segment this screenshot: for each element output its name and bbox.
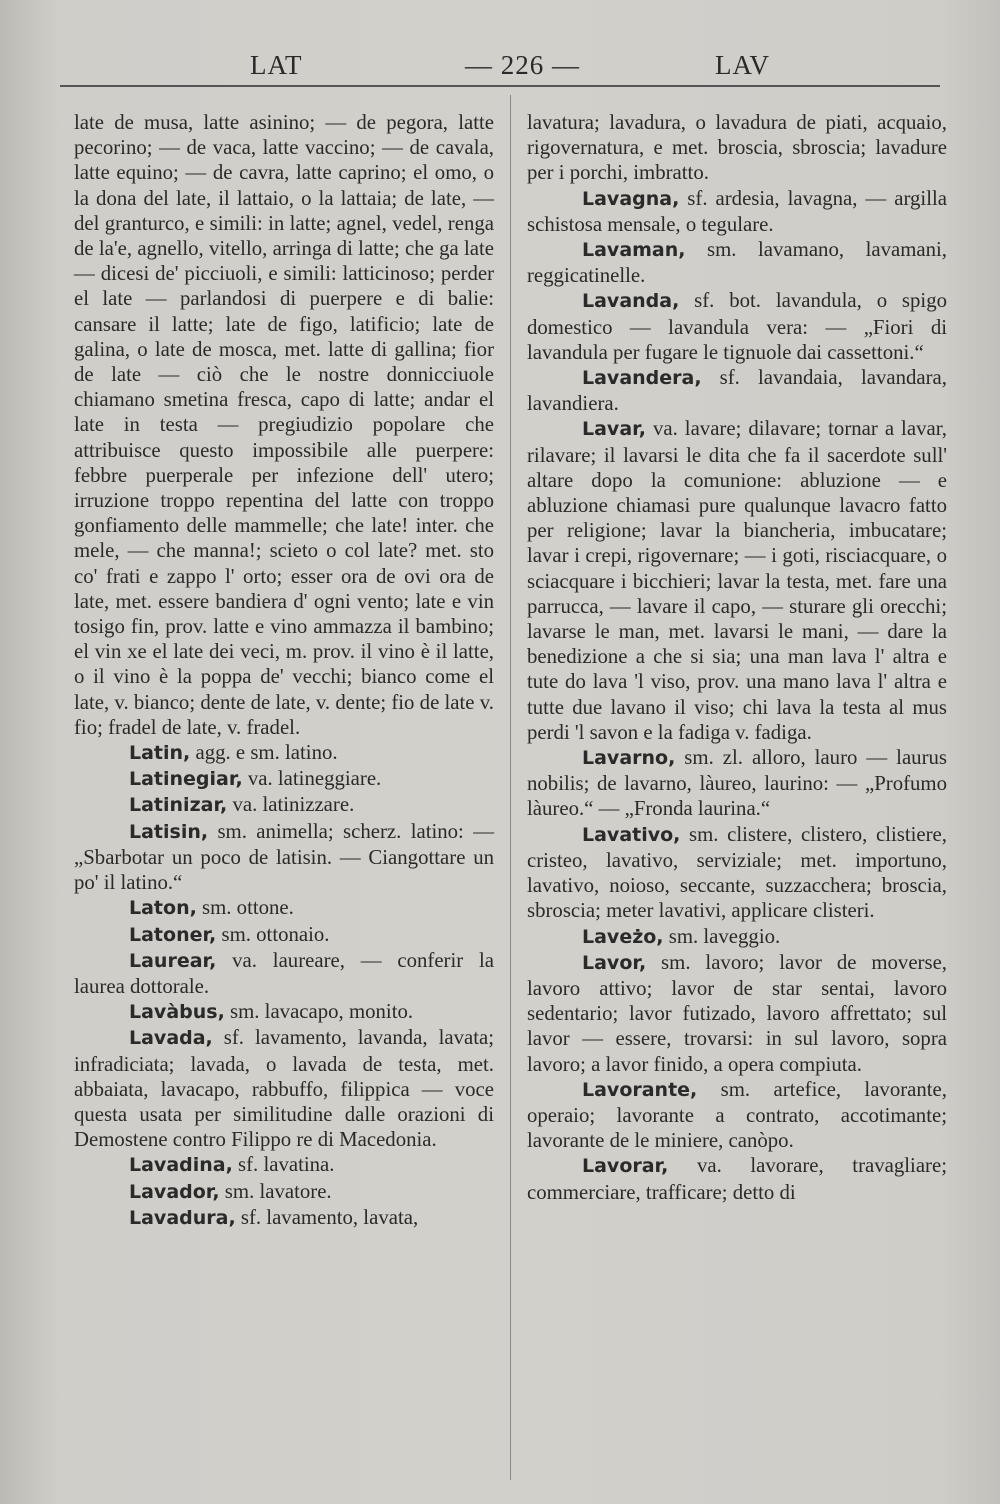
left-column [74,110,494,1231]
entry: Lavandera, sf. lavandaia, lavandara, lavandiera. [527,366,947,416]
entry: Lavativo, sm. clistere, clistero, clistiere, cristeo, lavativo, serviziale; met. importuno, lavativo, noioso, seccante, suzzacchera; broscia, sbroscia; meter lavativi, applicare clisteri. [527,822,947,923]
header-left-guideword: LAT [250,50,303,80]
entry: Latinegiar, va. latineggiare. [129,767,382,791]
entry: Lavanda, sf. bot. lavandula, o spigo domestico — lavandula vera: — „Fiori di lavandula per fugare le tignuole dai cassettoni.“ [527,289,947,364]
entry: Lavarno, sm. zl. alloro, lauro — laurus nobilis; de lavarno, làureo, laurino: — „Profumo làureo.“ — „Fronda laurina.“ [527,746,947,821]
headword: Lavanda, [582,290,680,313]
entry: Lavorar, va. lavorare, travagliare; commerciare, trafficare; detto di [527,1154,947,1204]
entry: Latinizar, va. latinizzare. [129,793,355,817]
headword: Lavorante, [582,1078,698,1101]
entry: Lavadina, sf. lavatina. [129,1153,335,1177]
headword: Lavandera, [582,367,702,390]
entry: Lavada, sf. lavamento, lavanda, lavata; infradiciata; lavada, o lavada de testa, met. abbaiata, lavacapo, rabbuffo, filippica — voce questa usata per similitudine dalle orazioni di Demostene contro Filippo re di Macedonia. [74,1026,494,1152]
header-right-guideword: LAV [715,50,771,80]
headword: Latisin, [129,820,209,843]
column-divider [510,95,511,1480]
headword: Lavàbus, [129,1001,225,1024]
headword: Lavadura, [129,1206,236,1229]
entry-continuation: late de musa, latte asinino; — de pegora, latte pecorino; — de vaca, latte vaccino; — de cavala, latte equino; — de cavra, latte caprino; el omo, o la dona del late, il lattaio, o la lattaia; de late, — del granturco, e simili: in latte; agnel, vedel, renga de la'e, agnello, vitello, arringa di latte; che ga late — dicesi de' picciuoli, e simili: latticinoso; perder el late — parlandosi di puerpere e di balie: cansare il latte; late de figo, latificio; late de galina, o late de mosca, met. latte di gallina; fior de late — ciò che le nostre donnicciuole chiamano smetina fresca, capo di latte; andar el late in testa — pregiudizio popolare che attribuisce questo impossibile alle puerpere: febbre puerperale per infezione dell' utero; irruzione troppo repentina del latte con troppo gonfiamento delle mammelle; che late! inter. che mele, — che manna!; scieto o col late? met. sto co' frati e zappo l' orto; esser ora de ovi ora de late, met. essere bandiera d' ogni vento; late e vin tosigo fin, prov. latte e vino ammazza il bambino; el vin xe el late dei veci, m. prov. il vino è il latte, o il vino è la poppa de' vecchi; bianco come el late, v. bianco; dente de late, v. dente; fio de late v. fio; fradel de late, v. fradel. [74,111,494,739]
headword: Lavativo, [582,823,681,846]
entry: Lavor, sm. lavoro; lavor de moverse, lavoro attivo; lavor de star sentai, lavoro sedentario; lavor futizado, lavoro affrettato; sul lavor — essere, trovarsi: in sul lavoro, sopra lavoro; a lavor finido, a opera compiuta. [527,950,947,1076]
entry-continuation: lavatura; lavadura, o lavadura de piati, acquaio, rigovernatura, e met. broscia, sbroscia; lavadure per i porchi, imbratto. [527,111,947,185]
entry: Lavar, va. lavare; dilavare; tornar a lavar, rilavare; il lavarsi le dita che fa il sacerdote sull' altare dopo la comunione: abluzione — e abluzione chiamasi pure qualunque lavacro fatto per religione; lavar la biancheria, imbucatare; lavar i crepi, rigovernare; — i goti, risciacquare, o sciacquare i bicchieri; lavar la testa, met. fare una parrucca, — lavare il capo, — sturare gli orecchi; lavarse le man, met. lavarsi le mani, — dare la benedizione a che si sia; una man lava l' altra e tute do lava 'l viso, prov. una mano lava l' altra e tutte due lavano il viso; chi lava la testa al mus perdi 'l savon e la fadiga v. fadiga. [527,417,947,744]
entry: Lavaman, sm. lavamano, lavamani, reggicatinelle. [527,238,947,288]
page-number: — 226 — [465,50,580,80]
entry: Lavagna, sf. ardesia, lavagna, — argilla schistosa mensale, o tegulare. [527,186,947,236]
entry: Lavorante, sm. artefice, lavorante, operaio; lavorante a contrato, accotimante; lavorante de le miniere, canòpo. [527,1077,947,1153]
header-rule [60,85,940,87]
right-column [527,110,947,1205]
page-header [60,50,940,90]
headword: Lavadina, [129,1154,233,1177]
entry: Laveżo, sm. laveggio. [582,924,781,948]
entry: Lavador, sm. lavatore. [129,1179,332,1203]
headword: Lavagna, [582,187,680,210]
headword: Latoner, [129,923,217,946]
entry: Latin, agg. e sm. latino. [129,741,338,765]
entry: Laton, sm. ottone. [129,896,294,920]
headword: Laurear, [129,949,217,972]
headword: Laveżo, [582,925,664,948]
entry: Lavàbus, sm. lavacapo, monito. [129,1000,414,1024]
entry: Latoner, sm. ottonaio. [129,922,330,946]
entry: Lavadura, sf. lavamento, lavata, [129,1205,419,1229]
entry: Laurear, va. laureare, — conferir la laurea dottorale. [74,948,494,998]
headword: Lavaman, [582,239,686,262]
headword: Laton, [129,897,197,920]
headword: Lavar, [582,418,646,441]
headword: Latinegiar, [129,768,243,791]
headword: Lavador, [129,1180,220,1203]
headword: Lavarno, [582,747,676,770]
headword: Latinizar, [129,794,228,817]
entry: Latisin, sm. animella; scherz. latino: — „Sbarbotar un poco de latisin. — Ciangottare un po' il latino.“ [74,819,494,895]
headword: Lavada, [129,1027,213,1050]
headword: Latin, [129,742,191,765]
headword: Lavorar, [582,1155,669,1178]
headword: Lavor, [582,951,647,974]
